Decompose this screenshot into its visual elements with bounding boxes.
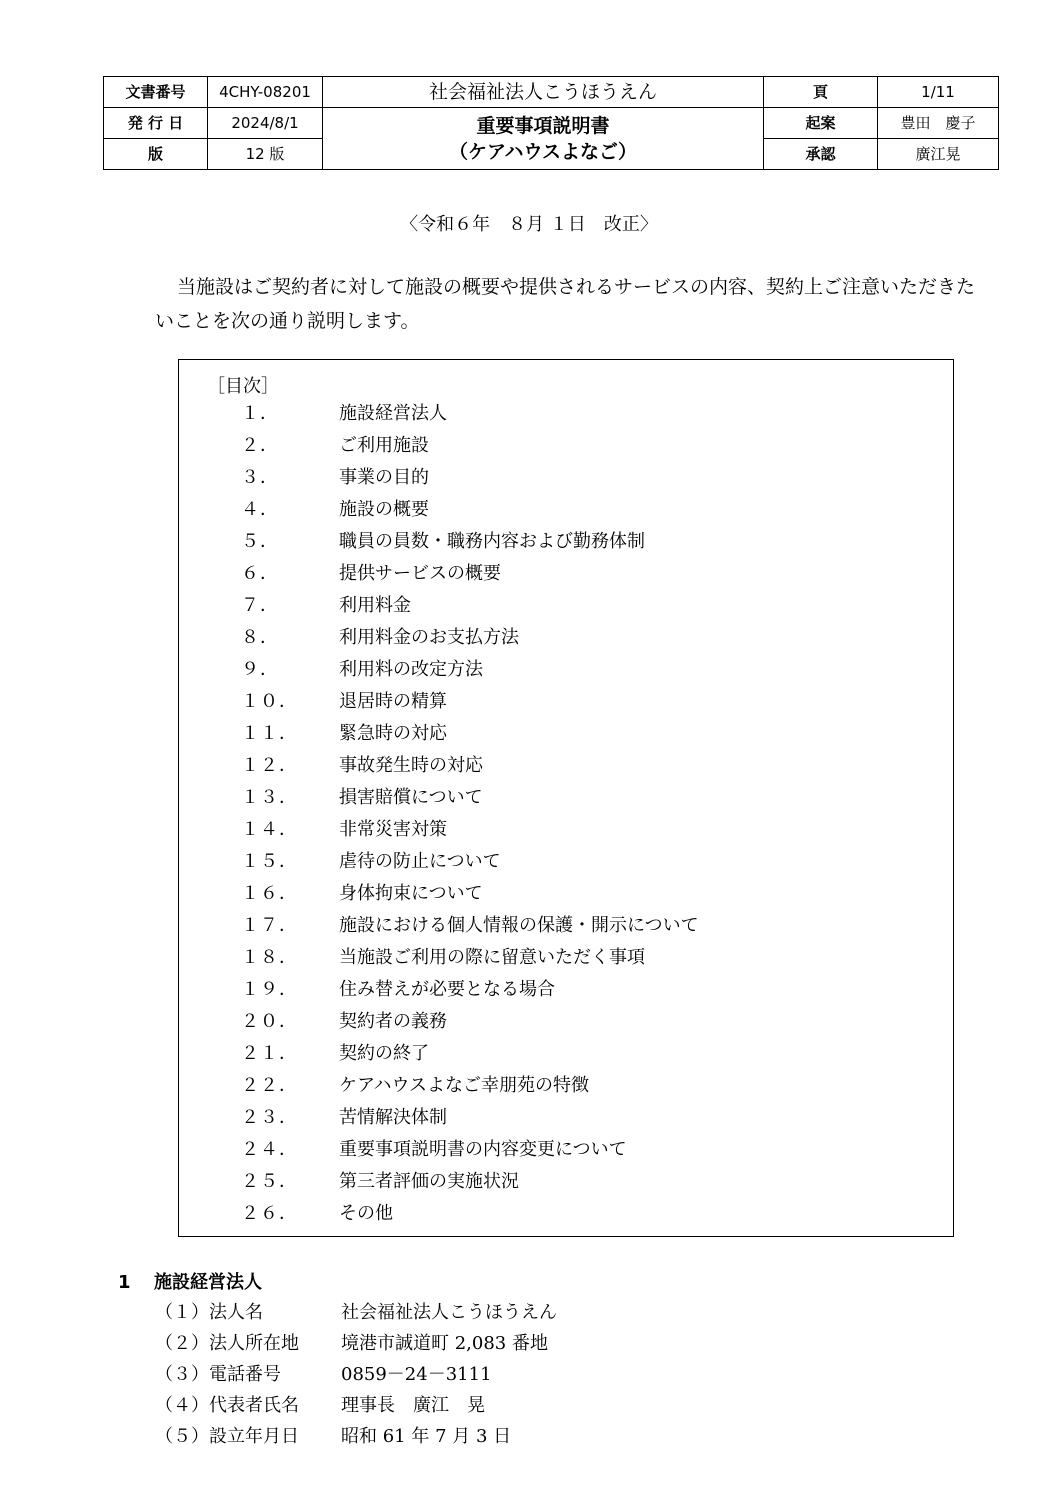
toc-item-number: ２５． [241,1171,298,1192]
toc-item [241,1166,699,1198]
toc-item-label: 利用料の改定方法 [339,659,483,680]
toc-item-number: １６． [241,883,298,904]
toc-item-number: ４． [241,499,279,520]
toc-item [241,846,699,878]
toc-item-number: １４． [241,819,298,840]
toc-item-label: 身体拘束について [339,883,483,904]
toc-item-label: 緊急時の対応 [339,723,447,744]
info-row [155,1297,557,1328]
intro-text: 当施設はご契約者に対して施設の概要や提供されるサービスの内容、契約上ご注意いただきたいことを次の通り説明します。 [155,276,976,332]
intro-paragraph [155,270,975,338]
toc-item-number: ２６． [241,1203,298,1224]
toc-item [241,654,699,686]
approve-name: 廣江晃 [878,139,999,170]
info-value: 社会福祉法人こうほうえん [341,1302,557,1323]
toc-item-number: ７． [241,595,279,616]
toc-item-number: １３． [241,787,298,808]
info-label: （１）法人名 [155,1302,263,1323]
revision-date: 〈令和６年 ８月 １日 改正〉 [400,214,658,235]
page-number: 1/11 [878,77,999,108]
toc-item-label: ご利用施設 [339,435,429,456]
info-label: （５）設立年月日 [155,1426,299,1447]
corporation-info-list [155,1297,557,1452]
toc-item-number: １７． [241,915,298,936]
toc-item-number: １０． [241,691,298,712]
toc-item [241,462,699,494]
toc-item [241,942,699,974]
info-row [155,1328,557,1359]
toc-item-label: 職員の員数・職務内容および勤務体制 [339,531,645,552]
toc-item-number: １５． [241,851,298,872]
toc-item-number: ２． [241,435,279,456]
issue-date-label: 発 行 日 [104,108,208,139]
toc-title: ［目次］ [207,376,279,397]
toc-item-label: 重要事項説明書の内容変更について [339,1139,627,1160]
toc-item [241,910,699,942]
info-row [155,1390,557,1421]
organization-name: 社会福祉法人こうほうえん [323,77,764,108]
table-of-contents [178,359,954,1237]
toc-item-number: ２０． [241,1011,298,1032]
toc-item [241,974,699,1006]
info-value: 理事長 廣江 晃 [341,1395,485,1416]
section-1-heading [118,1268,262,1294]
toc-item [241,398,699,430]
document-header-table [103,76,999,170]
doc-number-label: 文書番号 [104,77,208,108]
title-line-2: （ケアハウスよなご） [449,140,637,163]
toc-item-label: 虐待の防止について [339,851,501,872]
toc-item [241,686,699,718]
toc-item-number: ９． [241,659,279,680]
toc-item-label: ケアハウスよなご幸朋苑の特徴 [339,1075,590,1096]
title-line-1: 重要事項説明書 [476,114,610,137]
toc-item [241,814,699,846]
toc-item-number: １９． [241,979,298,1000]
info-value: 境港市誠道町 2,083 番地 [341,1333,548,1354]
toc-item [241,526,699,558]
toc-item-number: １８． [241,947,298,968]
toc-item-label: 施設経営法人 [339,403,447,424]
toc-item [241,878,699,910]
toc-item-label: 苦情解決体制 [339,1107,447,1128]
toc-item [241,1038,699,1070]
toc-item-label: 当施設ご利用の際に留意いただく事項 [339,947,645,968]
toc-item [241,590,699,622]
toc-item-number: ６． [241,563,279,584]
toc-item-label: 提供サービスの概要 [339,563,501,584]
draft-name: 豊田 慶子 [878,108,999,139]
edition: 12 版 [208,139,323,170]
toc-item [241,1198,699,1230]
toc-item-label: 施設の概要 [339,499,429,520]
info-row [155,1421,557,1452]
toc-item [241,430,699,462]
toc-item [241,1006,699,1038]
toc-item-number: １１． [241,723,298,744]
toc-item-number: ５． [241,531,279,552]
toc-item-label: 退居時の精算 [339,691,447,712]
info-label: （２）法人所在地 [155,1333,299,1354]
toc-item [241,494,699,526]
edition-label: 版 [104,139,208,170]
toc-item-label: 第三者評価の実施状況 [339,1171,519,1192]
toc-item-label: 利用料金のお支払方法 [339,627,519,648]
toc-item [241,750,699,782]
toc-item-number: ２３． [241,1107,298,1128]
toc-item [241,718,699,750]
toc-item-label: 利用料金 [339,595,411,616]
toc-item-number: ８． [241,627,279,648]
toc-item-label: 事故発生時の対応 [339,755,483,776]
info-label: （３）電話番号 [155,1364,281,1385]
info-label: （４）代表者氏名 [155,1395,299,1416]
toc-item-number: ２２． [241,1075,298,1096]
section-title: 施設経営法人 [154,1272,262,1293]
toc-item-number: １２． [241,755,298,776]
toc-item-number: １． [241,403,279,424]
toc-item [241,1070,699,1102]
toc-item-label: 事業の目的 [339,467,429,488]
toc-item-label: 住み替えが必要となる場合 [339,979,555,1000]
issue-date: 2024/8/1 [208,108,323,139]
toc-item [241,1102,699,1134]
toc-item [241,782,699,814]
doc-number: 4CHY-08201 [208,77,323,108]
info-row [155,1359,557,1390]
section-number: 1 [118,1272,131,1293]
toc-item [241,1134,699,1166]
toc-list [241,398,699,1230]
toc-item-label: 契約の終了 [339,1043,429,1064]
toc-item-number: ３． [241,467,279,488]
toc-item-number: ２４． [241,1139,298,1160]
toc-item-label: 非常災害対策 [339,819,447,840]
toc-item [241,558,699,590]
page-label: 頁 [764,77,878,108]
toc-item-label: 施設における個人情報の保護・開示について [339,915,699,936]
info-value: 昭和 61 年 7 月 3 日 [341,1426,512,1447]
toc-item-label: その他 [339,1203,393,1224]
toc-item-label: 契約者の義務 [339,1011,447,1032]
draft-label: 起案 [764,108,878,139]
document-title [323,108,764,170]
toc-item [241,622,699,654]
info-value: 0859－24－3111 [341,1364,492,1385]
toc-item-number: ２１． [241,1043,298,1064]
approve-label: 承認 [764,139,878,170]
toc-item-label: 損害賠償について [339,787,483,808]
